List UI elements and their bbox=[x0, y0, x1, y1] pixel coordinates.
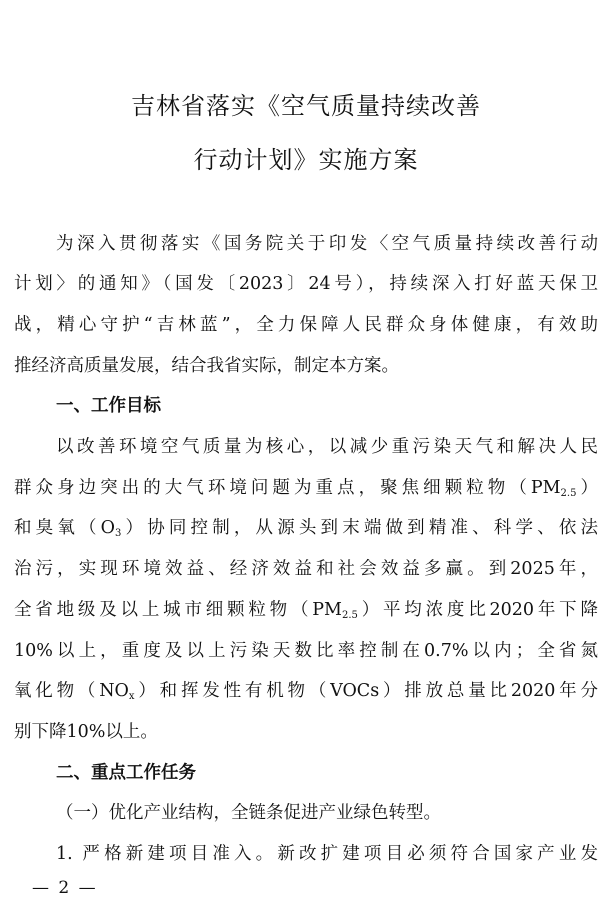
page-number: — 2 — bbox=[32, 878, 98, 898]
intro-line-2: 计划〉的通知》（国发〔2023〕24号），持续深入打好蓝天保卫 bbox=[14, 274, 598, 294]
section-1-heading: 一、工作目标 bbox=[56, 396, 161, 416]
section-2-heading: 二、重点工作任务 bbox=[56, 763, 196, 783]
goal-line-3: 和臭氧$(O_3)$协同控制，从源头到末端做到精准、科学、依法 bbox=[14, 518, 598, 539]
goal-line-8: 别下降10%以上。 bbox=[14, 722, 158, 742]
goal-line-1: 以改善环境空气质量为核心，以减少重污染天气和解决人民 bbox=[56, 437, 598, 457]
goal-line-5: 全省地级及以上城市细颗粒物$(PM_{2.5})$平均浓度比2020年下降 bbox=[14, 600, 598, 621]
document-title-line-2: 行动计划》实施方案 bbox=[193, 146, 419, 174]
intro-line-3: 战，精心守护“吉林蓝”，全力保障人民群众身体健康，有效助 bbox=[14, 315, 598, 335]
goal-line-2: 群众身边突出的大气环境问题为重点，聚焦细颗粒物$(PM_{2.5})$ bbox=[14, 478, 598, 499]
intro-line-4: 推经济高质量发展，结合我省实际，制定本方案。 bbox=[14, 356, 399, 376]
document-title-line-1: 吉林省落实《空气质量持续改善 bbox=[131, 92, 481, 120]
task-item-1: 1. 严格新建项目准入。新改扩建项目必须符合国家产业发 bbox=[56, 844, 598, 864]
intro-line-1: 为深入贯彻落实《国务院关于印发〈空气质量持续改善行动 bbox=[56, 234, 598, 254]
goal-line-4: 治污，实现环境效益、经济效益和社会效益多赢。到2025年， bbox=[14, 559, 598, 579]
section-2-subheading: （一）优化产业结构，全链条促进产业绿色转型。 bbox=[56, 803, 441, 823]
goal-line-7: 氧化物$(NO_x)$和挥发性有机物（VOCs）排放总量比2020年分 bbox=[14, 681, 598, 702]
goal-line-6: 10%以上，重度及以上污染天数比率控制在0.7%以内；全省氮 bbox=[14, 641, 598, 661]
